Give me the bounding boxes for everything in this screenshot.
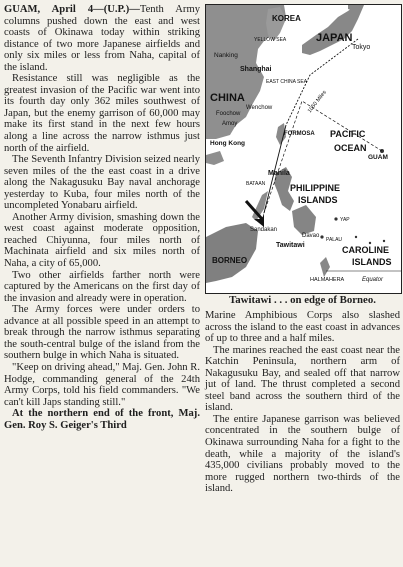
label-davao: Davao [302, 233, 320, 239]
article-paragraph: The entire Japanese garrison was believed concentrated in the southern bulge of Okinawa surrounding Naha for a fight to the death, while a majority of the island's 435,000 civilians probably moved to the more rugged northern two-thirds of the island. [205, 413, 400, 495]
article-paragraph: Another Army division, smashing down the west coast against moderate opposition, reached Chiyunna, four miles north of Machinata airfield and six miles north of Naha, a city of 65,000. [4, 211, 200, 270]
article-paragraph: At the northern end of the front, Maj. Gen. Roy S. Geiger's Third [4, 408, 200, 431]
label-tawitawi: Tawitawi [276, 242, 305, 249]
article-left-column [4, 4, 200, 431]
label-borneo: BORNEO [212, 256, 248, 265]
label-guam: GUAM [368, 154, 388, 161]
map-graphic [206, 5, 401, 293]
label-halmahera: HALMAHERA [310, 277, 345, 283]
label-philippine: PHILIPPINE [290, 183, 341, 193]
label-pacific: PACIFIC [330, 129, 366, 139]
label-equator: Equator [362, 277, 384, 283]
dateline: GUAM, April 4—(U.P.)— [4, 4, 140, 15]
label-foochow: Foochow [216, 111, 241, 117]
label-manila: Manila [268, 170, 290, 177]
label-amoy: Amoy [222, 121, 238, 127]
label-yellow-sea: YELLOW SEA [254, 37, 287, 43]
label-ocean: OCEAN [334, 143, 367, 153]
article-paragraph: The Seventh Infantry Division seized nearly seven miles of the the east coast in a drive along the Nakagusuku Bay naval anchorage yesterday to Kuba, four miles north of the uncompleted Yonabaru airfield. [4, 154, 200, 212]
pacific-map [205, 4, 402, 294]
label-caroline-islands: ISLANDS [352, 257, 392, 267]
label-palau: PALAU [326, 237, 343, 243]
article-paragraph: The Army forces were under orders to advance at all possible speed in an attempt to break through the narrow isthmus separating the south-central bulge of the island from the southern bulge in which Naha is situated. [4, 304, 200, 362]
label-islands: ISLANDS [298, 195, 338, 205]
label-yap: YAP [340, 217, 350, 223]
article-paragraph: Marine Amphibious Corps also slashed across the island to the east coast in advances of up to three and a half miles. [205, 310, 400, 345]
label-caroline: CAROLINE [342, 245, 389, 255]
label-east-china-sea: EAST CHINA SEA [266, 79, 308, 85]
label-tokyo: Tokyo [352, 44, 371, 51]
label-nanking: Nanking [214, 52, 238, 59]
article-paragraph: GUAM, April 4—(U.P.)—Tenth Army columns pushed down the east and west coasts of Okinawa today within striking distance of two more Japanese airfields and only six miles or less from Naha, capital of the island. [4, 4, 200, 73]
article-paragraph: Resistance still was negligible as the greatest invasion of the Pacific war went into its fourth day only 362 miles southwest of Japan, but the enemy garrison of 60,000 may make its first stand in the next few hours along a line across the narrow isthmus just north of the airfield. [4, 73, 200, 154]
label-japan: JAPAN [316, 32, 353, 44]
label-wenchow: Wenchow [246, 105, 273, 111]
label-distance: 1050 Miles [306, 89, 328, 115]
article-paragraph: The marines reached the east coast near the Katchin Peninsula, northern arm of Nakagusuku Bay, and sealed off that narrow jut of land. The thrust completed a second steel band across the southern third of the island. [205, 344, 400, 414]
map-caption: Tawitawi . . . on edge of Borneo. [229, 294, 376, 306]
label-hongkong: Hong Kong [210, 140, 246, 147]
label-formosa: FORMOSA [284, 131, 315, 137]
label-korea: KOREA [272, 14, 301, 23]
label-china: CHINA [210, 92, 245, 104]
label-sandakan: Sandakan [250, 227, 278, 233]
article-paragraph: "Keep on driving ahead," Maj. Gen. John R. Hodge, commanding general of the 24th Army Corps, told his field commanders. "We can't kill Japs standing still." [4, 361, 200, 408]
article-right-column [205, 310, 400, 495]
label-bataan: BATAAN [246, 181, 266, 187]
article-paragraph: Two other airfields farther north were captured by the Americans on the first day of the invasion and already were in operation. [4, 269, 200, 304]
label-shanghai: Shanghai [240, 66, 272, 73]
